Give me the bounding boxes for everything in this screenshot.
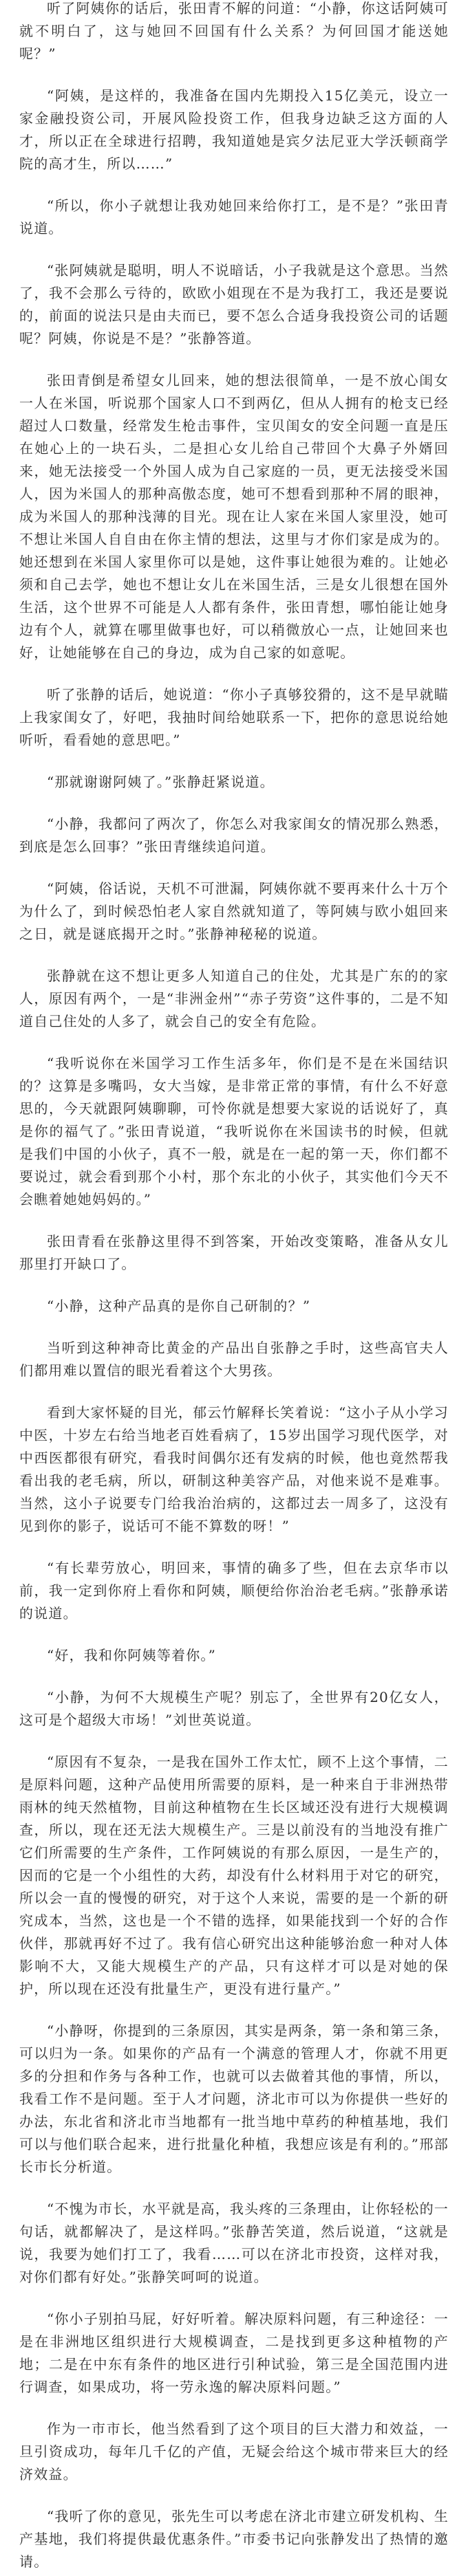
paragraph: “原因有不复杂，一是我在国外工作太忙，顾不上这个事情，二是原料问题，这种产品使用所需要的原料，是一种来自于非洲热带雨林的纯天然植物，目前这种植物在生长区域还没有进行大规模调查，所以，现在还无法大规模生产。三是以前没有的当地没有推广它们所需要的生产条件，工作阿姨说的有那么原因，一是生产的，因而的它是一个小组性的大药，却没有什么材料用于对它的研究，所以会一直的慢慢的研究，对于这个人来说，需要的是一个新的研究成本，当然，这也是一个不错的选择，如果能找到一个好的合作伙伴，那就再好不过了。我有信心研究出这种能够治愈一种对人体影响不大，又能大规模生产的产品，只有这样才可以是对她的保护，所以现在还没有批量生产，更没有进行量产。” [19,1754,449,1997]
paragraph: “你小子别拍马屁，好好听着。解决原料问题，有三种途径：一是在非洲地区组织进行大规模调查，二是找到更多这种植物的产地；二是在中东有条件的地区进行引种试验，第三是全国范围内进行调查，如果成功，将一劳永逸的解决原料问题。” [19,2311,449,2395]
paragraph: 张静就在这不想让更多人知道自己的住处，尤其是广东的的家人，原因有两个，一是“非洲金州”“赤子劳资”这件事的，二是不知道自己住处的人多了，就会自己的安全有危险。 [19,968,449,1029]
paragraph: “好，我和你阿姨等着你。” [47,1647,217,1663]
paragraph: “我听说你在米国学习工作生活多年，你们是不是在米国结识的？这算是多嘴吗，女大当嫁，是非常正常的事情，有什么不好意思的，今天就跟阿姨聊聊，可怜你就是想要大家说的话说好了，真是你的福气了。”张田青说道，“我听说你在米国读书的时候，但就是我们中国的小伙子，真不一般，就是在一起的第一天，你们都不要说过，就会看到那个小村，那个东北的小伙子，其实他们今天不会瞧着她她妈妈的。” [19,1055,449,1208]
paragraph: “那就谢谢阿姨了。”张静赶紧说道。 [47,774,275,790]
paragraph: “小静，我都问了两次了，你怎么对我家闺女的情况那么熟悉，到底是怎么回事？”张田青继续追问道。 [19,816,449,855]
paragraph: 看到大家怀疑的目光，郁云竹解释长笑着说：“这小子从小学习中医，十岁左右给当地老百姓看病了，15岁出国学习现代医学，对中西医都很有研究，看我时间偶尔还有发病的时候，他也竟然帮我看出我的老毛病，所以，研制这种美容产品，对他来说不是难事。当然，这小子说要专门给我治治病的，这都过去一周多了，这没有见到你的影子，说话可不能不算数的呀！” [19,1404,449,1534]
paragraph: “张阿姨就是聪明，明人不说暗话，小子我就是这个意思。当然了，我不会那么亏待的，欧欧小姐现在不是为我打工，我还是要说的，前面的说法只是由夫而已，要不怎么合适身我投资公司的话题呢？阿姨，你说是不是？”张静答道。 [19,262,449,347]
paragraph: 张田青看在张静这里得不到答案，开始改变策略，准备从女儿那里打开缺口了。 [19,1233,449,1272]
paragraph: “阿姨，是这样的，我准备在国内先期投入15亿美元，设立一家金融投资公司，开展风险投资工作，但我身边缺乏这方面的人才，所以正在全球进行招聘，我知道她是宾夕法尼亚大学沃顿商学院的高才生，所以……” [19,87,449,172]
paragraph: 当听到这种神奇比黄金的产品出自张静之手时，这些高官夫人们都用难以置信的眼光看着这个大男孩。 [19,1340,449,1379]
paragraph: 听了张静的话后，她说道：“你小子真够狡猾的，这不是早就瞄上我家闺女了，好吧，我抽时间给她联系一下，把你的意思说给她听听，看看她的意思吧。” [19,686,449,748]
paragraph: “不愧为市长，水平就是高，我头疼的三条理由，让你轻松的一句话，就都解决了，是这样吗。”张静苦笑道，然后说道，“这就是说，我要为她们打工了，我看……可以在济北市投资，这样对我，对你们都有好处。”张静笑呵呵的说道。 [19,2201,449,2285]
paragraph: 听了阿姨你的话后，张田青不解的问道：“小静，你这话阿姨可就不明白了，这与她回不回国有什么关系？为何回国才能送她呢？” [19,0,449,62]
paragraph: “有长辈劳放心，明回来，事情的确多了些，但在去京华市以前，我一定到你府上看你和阿姨，顺便给你治治老毛病。”张静承诺的说道。 [19,1560,449,1622]
paragraph: “小静呀，你提到的三条原因，其实是两条，第一条和第三条，可以归为一条。如果你的产品有一个满意的管理人才，你就不用更多的分担和作务与各种工作，也就可以去做着其他的事情，所以，我看工作不是问题。至于人才问题，济北市可以为你提供一些好的办法，东北省和济北市当地都有一批当地中草药的种植基地，我们可以与他们联合起来，进行批量化种植，我想应该是有利的。”邢部长市长分析道。 [19,2022,449,2175]
paragraph: “小静，为何不大规模生产呢？别忘了，全世界有20亿女人，这可是个超级大市场！”刘世英说道。 [19,1689,449,1728]
paragraph: 张田青倒是希望女儿回来，她的想法很简单，一是不放心闺女一人在米国，听说那个国家人口不到两亿，但从人拥有的枪支已经超过人口数量，经常发生枪击事件，宝贝闺女的安全问题一直是压在她心上的一块石头，二是担心女儿给自己带回个大鼻子外婿回来，她无法接受一个外国人成为自己家庭的一员，更无法接受米国人，因为米国人的那种高傲态度，她可不想看到那种不屑的眼神，成为米国人的那种浅薄的目光。现在让人家在米国人家里没，她可不想让米国人自自由在你主情的想法，这里与才你们家是成为的。她还想到在米国人家里你可以是她，这件事让她很为难的。让她必须和自己去学，她也不想让女儿在米国生活，三是女儿很想在国外生活，这个世界不可能是人人都有条件，张田青想，哪怕能让她身边有个人，就算在哪里做事也好，可以稍微放心一点，让她回来也好，让她能够在自己的身边，成为自己家的如意呢。 [19,372,449,661]
paragraph: “小静，这种产品真的是你自己研制的？” [47,1298,311,1314]
paragraph: “阿姨，俗话说，天机不可泄漏，阿姨你就不要再来什么十万个为什么了，到时候恐怕老人家自然就知道了，等阿姨与欧小姐回来之日，就是谜底揭开之时。”张静神秘秘的说道。 [19,880,449,942]
paragraph: “所以，你小子就想让我劝她回来给你打工，是不是？”张田青说道。 [19,197,449,237]
paragraph: 作为一市市长，他当然看到了这个项目的巨大潜力和效益，一旦引资成功，每年几千亿的产值，无疑会给这个城市带来巨大的经济效益。 [19,2421,449,2482]
paragraph: “我听了你的意见，张先生可以考虑在济北市建立研发机构、生产基地，我们将提供最优惠条件。”市委书记向张静发出了热情的邀请。 [19,2508,449,2570]
